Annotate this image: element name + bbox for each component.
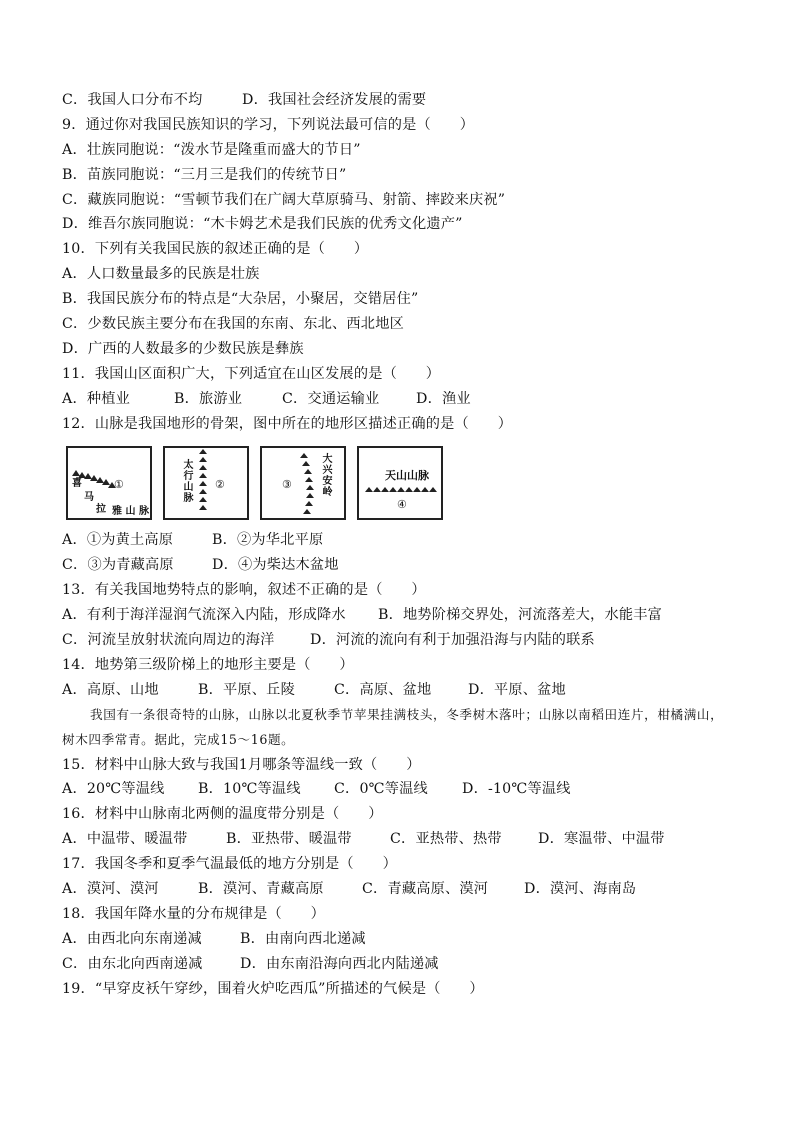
q16-option-d: D．寒温带、中温带 xyxy=(538,831,665,848)
q17-option-b: B．漠河、青藏高原 xyxy=(198,880,324,897)
q16-option-b: B．亚热带、暖温带 xyxy=(226,831,352,848)
q16-option-a: A．中温带、暖温带 xyxy=(62,831,188,848)
q12-option-b: B．②为华北平原 xyxy=(212,532,324,549)
q9-option-a: A．壮族同胞说：“泼水节是隆重而盛大的节日” xyxy=(62,141,361,158)
fig1-number: ① xyxy=(114,478,124,492)
q13-options-row2 xyxy=(62,628,742,653)
figure-himalaya xyxy=(66,446,152,520)
q14-options xyxy=(62,678,742,703)
reading-passage: 我国有一条很奇特的山脉，山脉以北夏秋季节苹果挂满枝头，冬季树木落叶；山脉以南稻田连片，柑橘满山，树木四季常青。据此，完成15～16题。 xyxy=(62,706,724,747)
q12-figures xyxy=(66,446,742,520)
figure-taihang xyxy=(163,446,249,520)
exam-page xyxy=(62,88,742,1001)
q9-stem: 9．通过你对我国民族知识的学习，下列说法最可信的是（ ） xyxy=(62,116,475,133)
q17-option-a: A．漠河、漠河 xyxy=(62,880,159,897)
q13-option-d: D．河流的流向有利于加强沿海与内陆的联系 xyxy=(310,632,595,649)
q18-option-d: D．由东南沿海向西北内陆递减 xyxy=(240,955,439,972)
q18-option-b: B．由南向西北递减 xyxy=(240,930,366,947)
q15-option-d: D．-10℃等温线 xyxy=(462,781,571,798)
q15-option-b: B．10℃等温线 xyxy=(198,781,301,798)
q12-stem: 12．山脉是我国地形的骨架，图中所在的地形区描述正确的是（ ） xyxy=(62,415,513,432)
q8-options xyxy=(62,88,742,113)
q18-stem: 18．我国年降水量的分布规律是（ ） xyxy=(62,905,326,922)
fig2-number: ② xyxy=(215,478,225,492)
q17-option-d: D．漠河、海南岛 xyxy=(524,880,637,897)
q10-option-d: D．广西的人数最多的少数民族是彝族 xyxy=(62,340,304,357)
q11-options xyxy=(62,387,742,412)
q14-option-d: D．平原、盆地 xyxy=(468,681,566,698)
q13-option-a: A．有利于海洋湿润气流深入内陆，形成降水 xyxy=(62,607,346,624)
q9-option-d: D．维吾尔族同胞说：“木卡姆艺术是我们民族的优秀文化遗产” xyxy=(62,216,463,233)
q14-option-a: A．高原、山地 xyxy=(62,681,159,698)
figure-daxinganling xyxy=(260,446,346,520)
q14-option-c: C．高原、盆地 xyxy=(334,681,432,698)
fig1-label-2: 马 xyxy=(84,492,94,504)
q15-stem: 15．材料中山脉大致与我国1月哪条等温线一致（ ） xyxy=(62,756,421,773)
q17-option-c: C．青藏高原、漠河 xyxy=(362,880,489,897)
q11-option-d: D．渔业 xyxy=(416,390,471,407)
q14-stem: 14．地势第三级阶梯上的地形主要是（ ） xyxy=(62,656,354,673)
q12-options-row2 xyxy=(62,553,742,578)
q8-option-c: C．我国人口分布不均 xyxy=(62,92,203,108)
q12-option-c: C．③为青藏高原 xyxy=(62,557,174,574)
q15-option-a: A．20℃等温线 xyxy=(62,781,165,798)
fig4-number: ④ xyxy=(397,498,407,512)
q18-options-row1 xyxy=(62,927,742,952)
q15-option-c: C．0℃等温线 xyxy=(334,781,428,798)
q15-options xyxy=(62,777,742,802)
q10-option-c: C．少数民族主要分布在我国的东南、东北、西北地区 xyxy=(62,316,404,333)
q12-option-d: D．④为柴达木盆地 xyxy=(212,557,339,574)
q19-stem: 19．“早穿皮袄午穿纱，围着火炉吃西瓜”所描述的气候是（ ） xyxy=(62,980,484,997)
q11-option-b: B．旅游业 xyxy=(174,390,243,407)
q11-stem: 11．我国山区面积广大，下列适宜在山区发展的是（ ） xyxy=(62,365,441,382)
fig3-number: ③ xyxy=(282,478,292,492)
q16-option-c: C．亚热带、热带 xyxy=(390,831,502,848)
q8-option-d: D．我国社会经济发展的需要 xyxy=(242,92,427,108)
figure-tianshan xyxy=(357,446,443,520)
fig1-label-4: 雅 山 脉 xyxy=(112,506,149,518)
q17-stem: 17．我国冬季和夏季气温最低的地方分别是（ ） xyxy=(62,856,397,873)
fig2-label: 太行山脉 xyxy=(183,460,194,505)
q13-options-row1 xyxy=(62,603,742,628)
q9-option-c: C．藏族同胞说：“雪顿节我们在广阔大草原骑马、射箭、摔跤来庆祝” xyxy=(62,191,506,208)
fig1-label-1: 喜 xyxy=(72,478,82,490)
q18-option-a: A．由西北向东南递减 xyxy=(62,930,202,947)
q12-option-a: A．①为黄土高原 xyxy=(62,532,174,549)
q11-option-c: C．交通运输业 xyxy=(282,390,380,407)
fig4-label: 天山山脉 xyxy=(385,469,429,483)
mountain-range-icon xyxy=(165,448,247,518)
q9-option-b: B．苗族同胞说：“三月三是我们的传统节日” xyxy=(62,166,347,183)
fig3-label: 大兴安岭 xyxy=(322,454,333,499)
q18-options-row2 xyxy=(62,952,742,977)
q12-options-row1 xyxy=(62,528,742,553)
q10-option-b: B．我国民族分布的特点是“大杂居，小聚居，交错居住” xyxy=(62,291,419,308)
q13-option-c: C．河流呈放射状流向周边的海洋 xyxy=(62,632,275,649)
q13-stem: 13．有关我国地势特点的影响，叙述不正确的是（ ） xyxy=(62,582,426,599)
q16-options xyxy=(62,827,742,852)
q10-stem: 10．下列有关我国民族的叙述正确的是（ ） xyxy=(62,241,369,258)
q10-option-a: A．人口数量最多的民族是壮族 xyxy=(62,266,260,283)
q17-options xyxy=(62,877,742,902)
fig1-label-3: 拉 xyxy=(96,504,106,516)
q11-option-a: A．种植业 xyxy=(62,390,130,407)
q14-option-b: B．平原、丘陵 xyxy=(198,681,295,698)
q18-option-c: C．由东北向西南递减 xyxy=(62,955,203,972)
q13-option-b: B．地势阶梯交界处，河流落差大，水能丰富 xyxy=(378,607,662,624)
q16-stem: 16．材料中山脉南北两侧的温度带分别是（ ） xyxy=(62,806,383,823)
